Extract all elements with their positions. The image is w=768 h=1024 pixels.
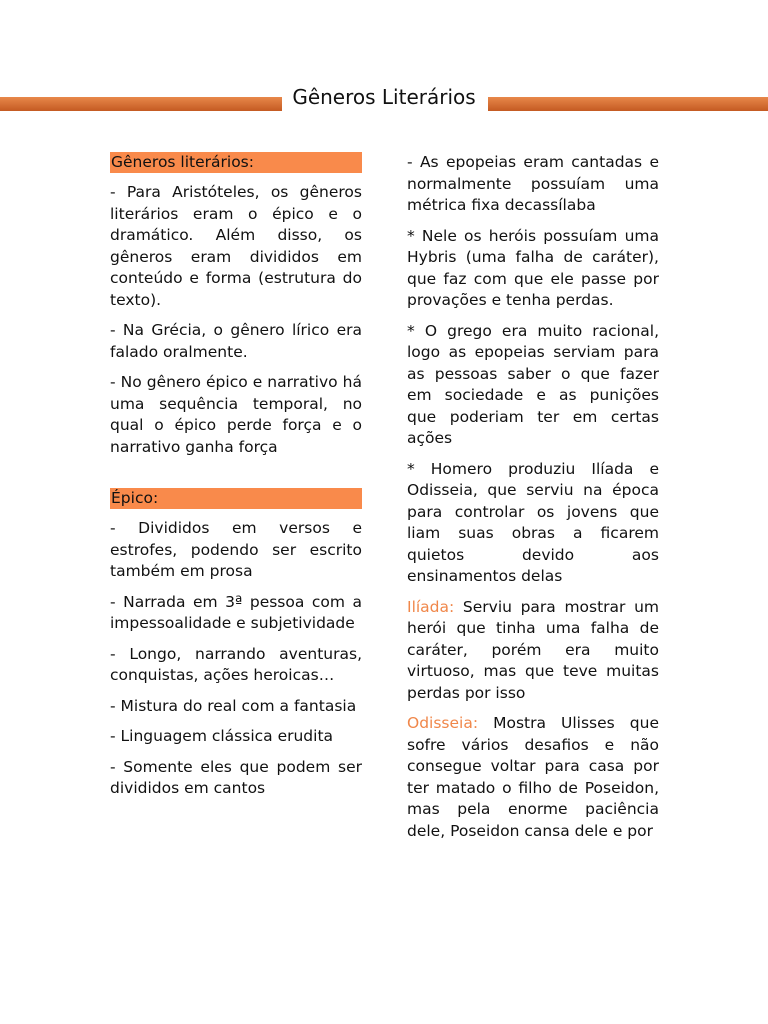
page-title: Gêneros Literários bbox=[292, 85, 476, 109]
paragraph: - Na Grécia, o gênero lírico era falado oralmente. bbox=[110, 321, 362, 361]
paragraph: - Longo, narrando aventuras, conquistas, ações heroicas… bbox=[110, 644, 362, 684]
iliada-text: Serviu para mostrar um herói que tinha uma falha de caráter, porém era muito virtuoso, mas que teve muitas perdas por isso bbox=[407, 597, 659, 702]
paragraph: - Para Aristóteles, os gêneros literários eram o épico e o dramático. Além disso, os gêneros eram divididos em conteúdo e forma (estrutura do texto). bbox=[110, 183, 362, 309]
section-heading-epico: Épico: bbox=[110, 488, 362, 509]
paragraph: - No gênero épico e narrativo há uma sequência temporal, no qual o épico perde força e o narrativo ganha força bbox=[110, 373, 362, 456]
odisseia-label: Odisseia: bbox=[407, 714, 479, 732]
paragraph: - Somente eles que podem ser divididos em cantos bbox=[110, 757, 362, 797]
paragraph: * Nele os heróis possuíam uma Hybris (uma falha de caráter), que faz com que ele passe por provações e tenha perdas. bbox=[407, 226, 659, 309]
section-heading-generos: Gêneros literários: bbox=[110, 152, 362, 173]
left-column bbox=[110, 152, 362, 809]
paragraph: * Homero produziu Ilíada e Odisseia, que serviu na época para controlar os jovens que liam suas obras a ficarem quietos devido aos ensinamentos delas bbox=[407, 459, 659, 585]
paragraph: - Linguagem clássica erudita bbox=[110, 727, 334, 745]
iliada-label: Ilíada: bbox=[407, 597, 455, 616]
right-column bbox=[407, 152, 659, 851]
paragraph: - Narrada em 3ª pessoa com a impessoalidade e subjetividade bbox=[110, 592, 362, 632]
paragraph-iliada bbox=[407, 597, 659, 705]
paragraph: - As epopeias eram cantadas e normalmente possuíam uma métrica fixa decassílaba bbox=[407, 153, 659, 214]
odisseia-text: Mostra Ulisses que sofre vários desafios e não consegue voltar para casa por ter matado o filho de Poseidon, mas pela enorme paciência dele, Poseidon cansa dele e por bbox=[407, 714, 659, 840]
paragraph: - Mistura do real com a fantasia bbox=[110, 696, 357, 715]
paragraph-odisseia bbox=[407, 713, 659, 842]
paragraph: - Divididos em versos e estrofes, podendo ser escrito também em prosa bbox=[110, 519, 362, 580]
paragraph: * O grego era muito racional, logo as epopeias serviam para as pessoas saber o que fazer em sociedade e as punições que poderiam ter em certas ações bbox=[407, 321, 659, 447]
